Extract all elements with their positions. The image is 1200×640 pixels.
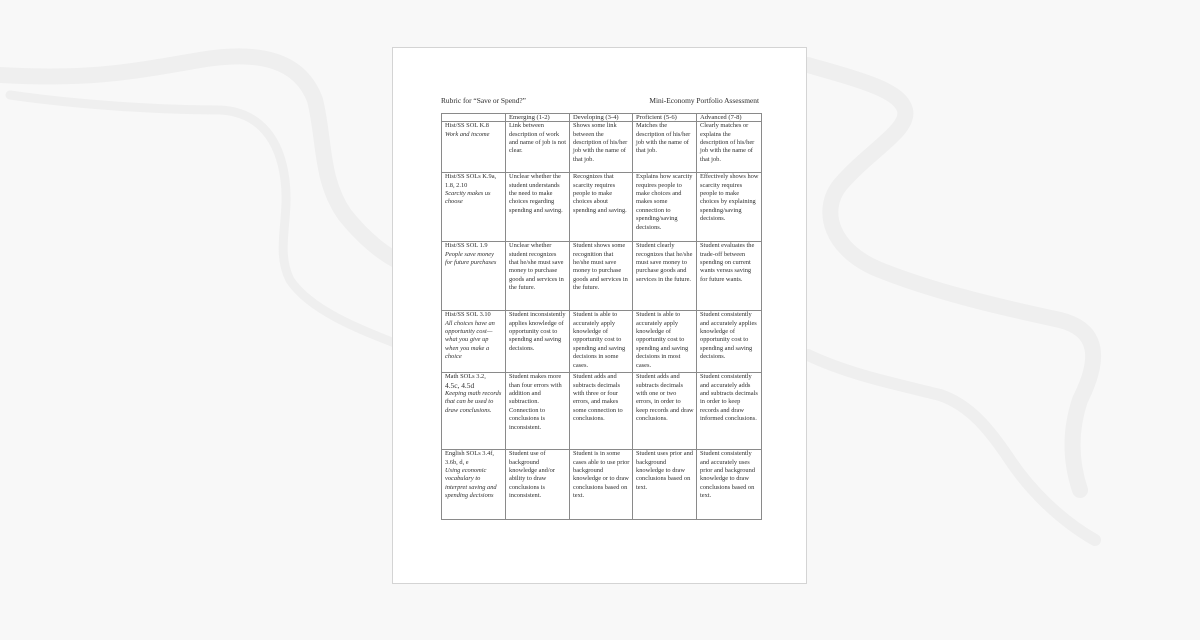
standard-cell <box>442 373 506 450</box>
assessment-title: Mini-Economy Portfolio Assessment <box>649 96 759 105</box>
standard-description: All choices have an opportunity cost—what you give up when you make a choice <box>445 319 495 361</box>
developing-cell: Student is able to accurately apply knowledge of opportunity cost to spending and saving decisions in some cases. <box>570 311 633 373</box>
column-header-advanced: Advanced (7-8) <box>697 114 762 122</box>
proficient-cell: Student adds and subtracts decimals with one or two errors, in order to keep records and draw conclusions. <box>633 373 697 450</box>
document-page <box>392 47 807 584</box>
standard-description: Work and income <box>445 130 490 138</box>
rubric-row-opportunity-cost <box>442 311 762 373</box>
standard-code: Hist/SS SOL 1.9 <box>445 242 488 250</box>
rubric-header-row <box>442 114 762 122</box>
rubric-row-economic-vocabulary <box>442 450 762 520</box>
proficient-cell: Explains how scarcity requires people to make choices and makes some connection to spending/saving decisions. <box>633 173 697 242</box>
standard-cell <box>442 450 506 520</box>
standard-description: Using economic vocabulary to interpret saving and spending decisions <box>445 467 497 500</box>
standard-code: Hist/SS SOL K.8 <box>445 122 489 130</box>
rubric-row-save-money <box>442 242 762 311</box>
standard-cell <box>442 173 506 242</box>
column-header-developing: Developing (3-4) <box>570 114 633 122</box>
developing-cell: Student is in some cases able to use prior background knowledge or to draw conclusions based on text. <box>570 450 633 520</box>
emerging-cell: Unclear whether student recognizes that he/she must save money to purchase goods and services in the future. <box>506 242 570 311</box>
standard-code: Hist/SS SOLs K.9a, 1.8, 2.10 <box>445 173 497 189</box>
developing-cell: Student shows some recognition that he/she must save money to purchase goods and services in the future. <box>570 242 633 311</box>
standard-description: People save money for future purchases <box>445 250 497 267</box>
emerging-cell: Student makes more than four errors with addition and subtraction. Connection to conclusions is inconsistent. <box>506 373 570 450</box>
standard-cell <box>442 122 506 173</box>
column-header-standard <box>442 114 506 122</box>
emerging-cell: Student use of background knowledge and/or ability to draw conclusions is inconsistent. <box>506 450 570 520</box>
proficient-cell: Student uses prior and background knowledge to draw conclusions based on text. <box>633 450 697 520</box>
emerging-cell: Student inconsistently applies knowledge of opportunity cost to spending and saving decisions. <box>506 311 570 373</box>
standard-description: Scarcity makes us choose <box>445 190 491 206</box>
proficient-cell: Student clearly recognizes that he/she must save money to purchase goods and services in the future. <box>633 242 697 311</box>
standard-cell <box>442 311 506 373</box>
advanced-cell: Student consistently and accurately uses prior and background knowledge to draw conclusions based on text. <box>697 450 762 520</box>
standard-description: Keeping math records that can be used to draw conclusions. <box>445 390 502 414</box>
document-header <box>441 96 759 110</box>
advanced-cell: Student evaluates the trade-off between spending on current wants versus saving for future wants. <box>697 242 762 311</box>
rubric-row-math-records <box>442 373 762 450</box>
advanced-cell: Student consistently and accurately adds and subtracts decimals in order to keep records and draw informed conclusions. <box>697 373 762 450</box>
proficient-cell: Matches the description of his/her job with the name of that job. <box>633 122 697 173</box>
developing-cell: Recognizes that scarcity requires people to make choices about spending and saving. <box>570 173 633 242</box>
rubric-row-scarcity <box>442 173 762 242</box>
standard-code: Hist/SS SOL 3.10 <box>445 311 491 319</box>
rubric-row-work-income <box>442 122 762 173</box>
advanced-cell: Clearly matches or explains the description of his/her job with the name of that job. <box>697 122 762 173</box>
column-header-proficient: Proficient (5-6) <box>633 114 697 122</box>
standard-cell <box>442 242 506 311</box>
rubric-title: Rubric for “Save or Spend?” <box>441 96 526 105</box>
advanced-cell: Effectively shows how scarcity requires people to make choices by explaining spending/saving decisions. <box>697 173 762 242</box>
emerging-cell: Unclear whether the student understands the need to make choices regarding spending and saving. <box>506 173 570 242</box>
emerging-cell: Link between description of work and name of job is not clear. <box>506 122 570 173</box>
standard-code-continued: 4.5c, 4.5d <box>445 380 475 390</box>
advanced-cell: Student consistently and accurately applies knowledge of opportunity cost to spending and saving decisions. <box>697 311 762 373</box>
developing-cell: Shows some link between the description of his/her job with the name of that job. <box>570 122 633 173</box>
column-header-emerging: Emerging (1-2) <box>506 114 570 122</box>
proficient-cell: Student is able to accurately apply knowledge of opportunity cost to spending and saving decisions in most cases. <box>633 311 697 373</box>
developing-cell: Student adds and subtracts decimals with three or four errors, and makes some connection to conclusions. <box>570 373 633 450</box>
standard-code: English SOLs 3.4f, 3.6b, d, e <box>445 450 494 466</box>
standard-code: Math SOLs 3.2, <box>445 373 486 381</box>
rubric-table <box>441 113 762 520</box>
